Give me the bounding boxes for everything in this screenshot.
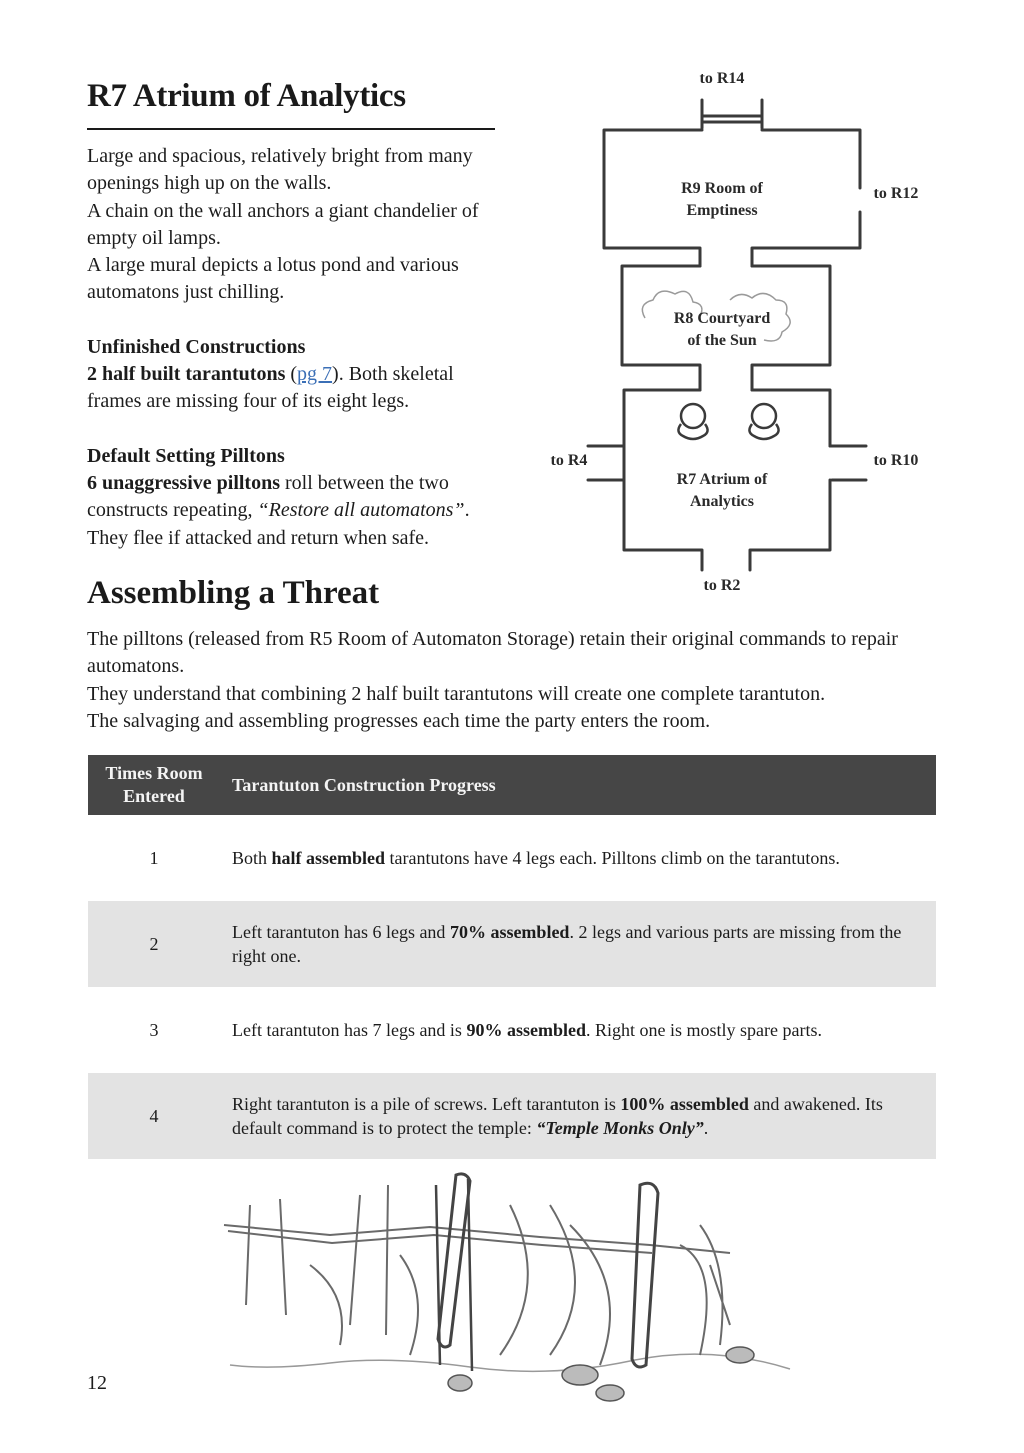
description-line: A chain on the wall anchors a giant chandelier of empty oil lamps. <box>87 199 479 249</box>
map-label-r12: to R12 <box>873 185 919 202</box>
row-text: Left tarantuton has 7 legs and is 90% assembled. Right one is mostly spare parts. <box>232 1020 822 1040</box>
intro-line: The salvaging and assembling progresses each time the party enters the room. <box>87 709 711 732</box>
threat-intro <box>87 626 947 735</box>
title-underline <box>87 128 495 130</box>
row-number: 3 <box>149 1020 159 1040</box>
page-number: 12 <box>87 1372 107 1394</box>
intro-line: The pilltons (released from R5 Room of Automaton Storage) retain their original commands to repair automatons. <box>87 628 898 678</box>
tarantuton-sketch <box>210 1165 810 1415</box>
table-row <box>88 901 936 987</box>
unfinished-bold: 2 half built tarantutons <box>87 363 286 386</box>
row-number: 1 <box>149 848 159 868</box>
pilltons-text: 6 unaggressive pilltons roll between the two constructs repeating, “Restore all automatons”. They flee if attacked and return when safe. <box>87 471 470 549</box>
intro-line: They understand that combining 2 half built tarantutons will create one complete tarantuton. <box>87 682 826 705</box>
map-label-r4: to R4 <box>550 452 588 469</box>
row-number: 2 <box>88 901 220 987</box>
table-header-row <box>88 755 936 815</box>
pilltons-bold: 6 unaggressive pilltons <box>87 471 280 494</box>
table-row <box>88 815 936 901</box>
page-link[interactable]: pg 7 <box>297 363 333 386</box>
pilltons-heading: Default Setting Pilltons <box>87 444 285 467</box>
map-room-r9: R9 Room of Emptiness <box>681 180 763 219</box>
table-row <box>88 1073 936 1159</box>
row-text: Both half assembled tarantutons have 4 legs each. Pilltons climb on the tarantutons. <box>232 848 840 868</box>
unfinished-text: 2 half built tarantutons (pg 7). Both skeletal frames are missing four of its eight legs. <box>87 363 454 413</box>
map-label-r2: to R2 <box>703 577 741 594</box>
map-room-r7: R7 Atrium of Analytics <box>676 471 768 510</box>
progress-table <box>88 755 936 1159</box>
description-line: Large and spacious, relatively bright from many openings high up on the walls. <box>87 145 473 195</box>
unfinished-heading: Unfinished Constructions <box>87 335 306 358</box>
map-room-r8: R8 Courtyard of the Sun <box>673 310 771 349</box>
table-row <box>88 987 936 1073</box>
row-text: Left tarantuton has 6 legs and 70% assembled. 2 legs and various parts are missing from the right one. <box>220 901 936 987</box>
header-times-entered: Times Room Entered <box>88 755 220 815</box>
row-number: 4 <box>88 1073 220 1159</box>
map-label-r14: to R14 <box>699 70 745 87</box>
room-description <box>87 143 507 552</box>
section-heading: Assembling a Threat <box>87 575 380 611</box>
row-text: Right tarantuton is a pile of screws. Left tarantuton is 100% assembled and awakened. Its default command is to protect the temple: “Temple Monks Only”. <box>220 1073 936 1159</box>
pilltons-quote: “Restore all automatons” <box>257 499 465 522</box>
description-line: A large mural depicts a lotus pond and various automatons just chilling. <box>87 254 459 304</box>
page-title: R7 Atrium of Analytics <box>87 78 406 114</box>
map-label-r10: to R10 <box>873 452 919 469</box>
header-progress: Tarantuton Construction Progress <box>220 755 936 815</box>
